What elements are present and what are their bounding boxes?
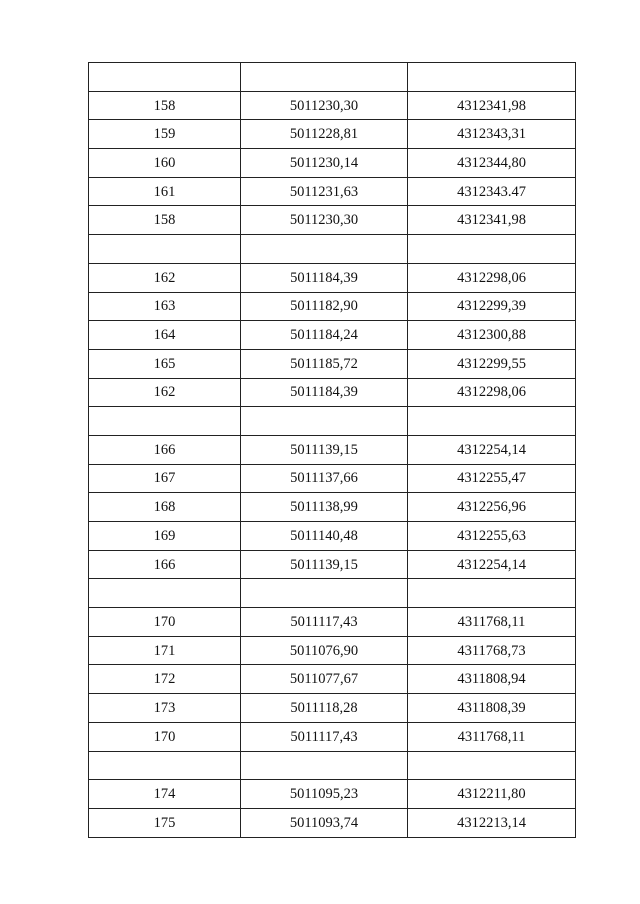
table-row	[89, 378, 576, 407]
table-row	[89, 464, 576, 493]
y-coordinate-cell: 4312254,14	[408, 550, 576, 579]
x-coordinate-cell: 5011140,48	[241, 522, 408, 551]
point-number-cell: 168	[89, 493, 241, 522]
table-row	[89, 808, 576, 837]
point-number-cell: 159	[89, 120, 241, 149]
x-coordinate-cell: 5011138,99	[241, 493, 408, 522]
point-number-cell: 161	[89, 177, 241, 206]
y-coordinate-cell: 4312300,88	[408, 321, 576, 350]
y-coordinate-cell: 4312255,63	[408, 522, 576, 551]
point-number-cell	[89, 235, 241, 264]
y-coordinate-cell: 4312299,39	[408, 292, 576, 321]
x-coordinate-cell: 5011095,23	[241, 780, 408, 809]
point-number-cell: 165	[89, 349, 241, 378]
y-coordinate-cell: 4311808,39	[408, 694, 576, 723]
point-number-cell: 163	[89, 292, 241, 321]
table-row	[89, 636, 576, 665]
y-coordinate-cell: 4312298,06	[408, 263, 576, 292]
x-coordinate-cell: 5011182,90	[241, 292, 408, 321]
table-row	[89, 149, 576, 178]
y-coordinate-cell: 4312343.47	[408, 177, 576, 206]
x-coordinate-cell: 5011117,43	[241, 608, 408, 637]
table-row	[89, 206, 576, 235]
x-coordinate-cell: 5011139,15	[241, 435, 408, 464]
point-number-cell	[89, 751, 241, 780]
y-coordinate-cell: 4312298,06	[408, 378, 576, 407]
x-coordinate-cell	[241, 751, 408, 780]
y-coordinate-cell: 4311808,94	[408, 665, 576, 694]
x-coordinate-cell: 5011139,15	[241, 550, 408, 579]
point-number-cell: 166	[89, 435, 241, 464]
point-number-cell: 170	[89, 608, 241, 637]
point-number-cell: 174	[89, 780, 241, 809]
point-number-cell: 173	[89, 694, 241, 723]
y-coordinate-cell: 4312213,14	[408, 808, 576, 837]
point-number-cell: 162	[89, 263, 241, 292]
header-cell-point	[89, 63, 241, 92]
point-number-cell: 172	[89, 665, 241, 694]
table-row	[89, 550, 576, 579]
point-number-cell: 162	[89, 378, 241, 407]
table-row	[89, 579, 576, 608]
table-row	[89, 263, 576, 292]
x-coordinate-cell: 5011184,39	[241, 263, 408, 292]
table-row	[89, 120, 576, 149]
table-row	[89, 751, 576, 780]
table-row	[89, 493, 576, 522]
point-number-cell: 164	[89, 321, 241, 350]
x-coordinate-cell: 5011077,67	[241, 665, 408, 694]
x-coordinate-cell	[241, 235, 408, 264]
table-header-row	[89, 63, 576, 92]
point-number-cell	[89, 579, 241, 608]
y-coordinate-cell: 4312211,80	[408, 780, 576, 809]
x-coordinate-cell	[241, 579, 408, 608]
y-coordinate-cell: 4311768,11	[408, 608, 576, 637]
y-coordinate-cell: 4311768,73	[408, 636, 576, 665]
point-number-cell: 175	[89, 808, 241, 837]
y-coordinate-cell	[408, 407, 576, 436]
point-number-cell: 171	[89, 636, 241, 665]
table-row	[89, 665, 576, 694]
table-row	[89, 177, 576, 206]
x-coordinate-cell: 5011230,30	[241, 91, 408, 120]
x-coordinate-cell: 5011118,28	[241, 694, 408, 723]
table-row	[89, 435, 576, 464]
table-row	[89, 235, 576, 264]
header-cell-y	[408, 63, 576, 92]
point-number-cell: 160	[89, 149, 241, 178]
y-coordinate-cell: 4312343,31	[408, 120, 576, 149]
point-number-cell: 166	[89, 550, 241, 579]
point-number-cell: 167	[89, 464, 241, 493]
table-row	[89, 522, 576, 551]
y-coordinate-cell: 4312256,96	[408, 493, 576, 522]
table-row	[89, 321, 576, 350]
x-coordinate-cell: 5011184,39	[241, 378, 408, 407]
y-coordinate-cell: 4312254,14	[408, 435, 576, 464]
table-row	[89, 91, 576, 120]
x-coordinate-cell: 5011230,30	[241, 206, 408, 235]
y-coordinate-cell: 4312344,80	[408, 149, 576, 178]
point-number-cell: 170	[89, 722, 241, 751]
x-coordinate-cell: 5011185,72	[241, 349, 408, 378]
x-coordinate-cell: 5011137,66	[241, 464, 408, 493]
table-row	[89, 292, 576, 321]
y-coordinate-cell: 4312341,98	[408, 206, 576, 235]
header-cell-x	[241, 63, 408, 92]
coordinates-table	[88, 62, 576, 838]
y-coordinate-cell	[408, 235, 576, 264]
x-coordinate-cell: 5011184,24	[241, 321, 408, 350]
y-coordinate-cell: 4312341,98	[408, 91, 576, 120]
table-row	[89, 722, 576, 751]
x-coordinate-cell: 5011231,63	[241, 177, 408, 206]
x-coordinate-cell: 5011076,90	[241, 636, 408, 665]
table-body	[89, 63, 576, 838]
x-coordinate-cell: 5011117,43	[241, 722, 408, 751]
y-coordinate-cell	[408, 579, 576, 608]
point-number-cell: 158	[89, 206, 241, 235]
x-coordinate-cell: 5011228,81	[241, 120, 408, 149]
table-row	[89, 349, 576, 378]
x-coordinate-cell: 5011093,74	[241, 808, 408, 837]
table-row	[89, 780, 576, 809]
x-coordinate-cell: 5011230,14	[241, 149, 408, 178]
point-number-cell: 169	[89, 522, 241, 551]
y-coordinate-cell: 4312299,55	[408, 349, 576, 378]
table-row	[89, 694, 576, 723]
y-coordinate-cell: 4312255,47	[408, 464, 576, 493]
y-coordinate-cell: 4311768,11	[408, 722, 576, 751]
table-row	[89, 407, 576, 436]
x-coordinate-cell	[241, 407, 408, 436]
point-number-cell: 158	[89, 91, 241, 120]
table-row	[89, 608, 576, 637]
point-number-cell	[89, 407, 241, 436]
y-coordinate-cell	[408, 751, 576, 780]
